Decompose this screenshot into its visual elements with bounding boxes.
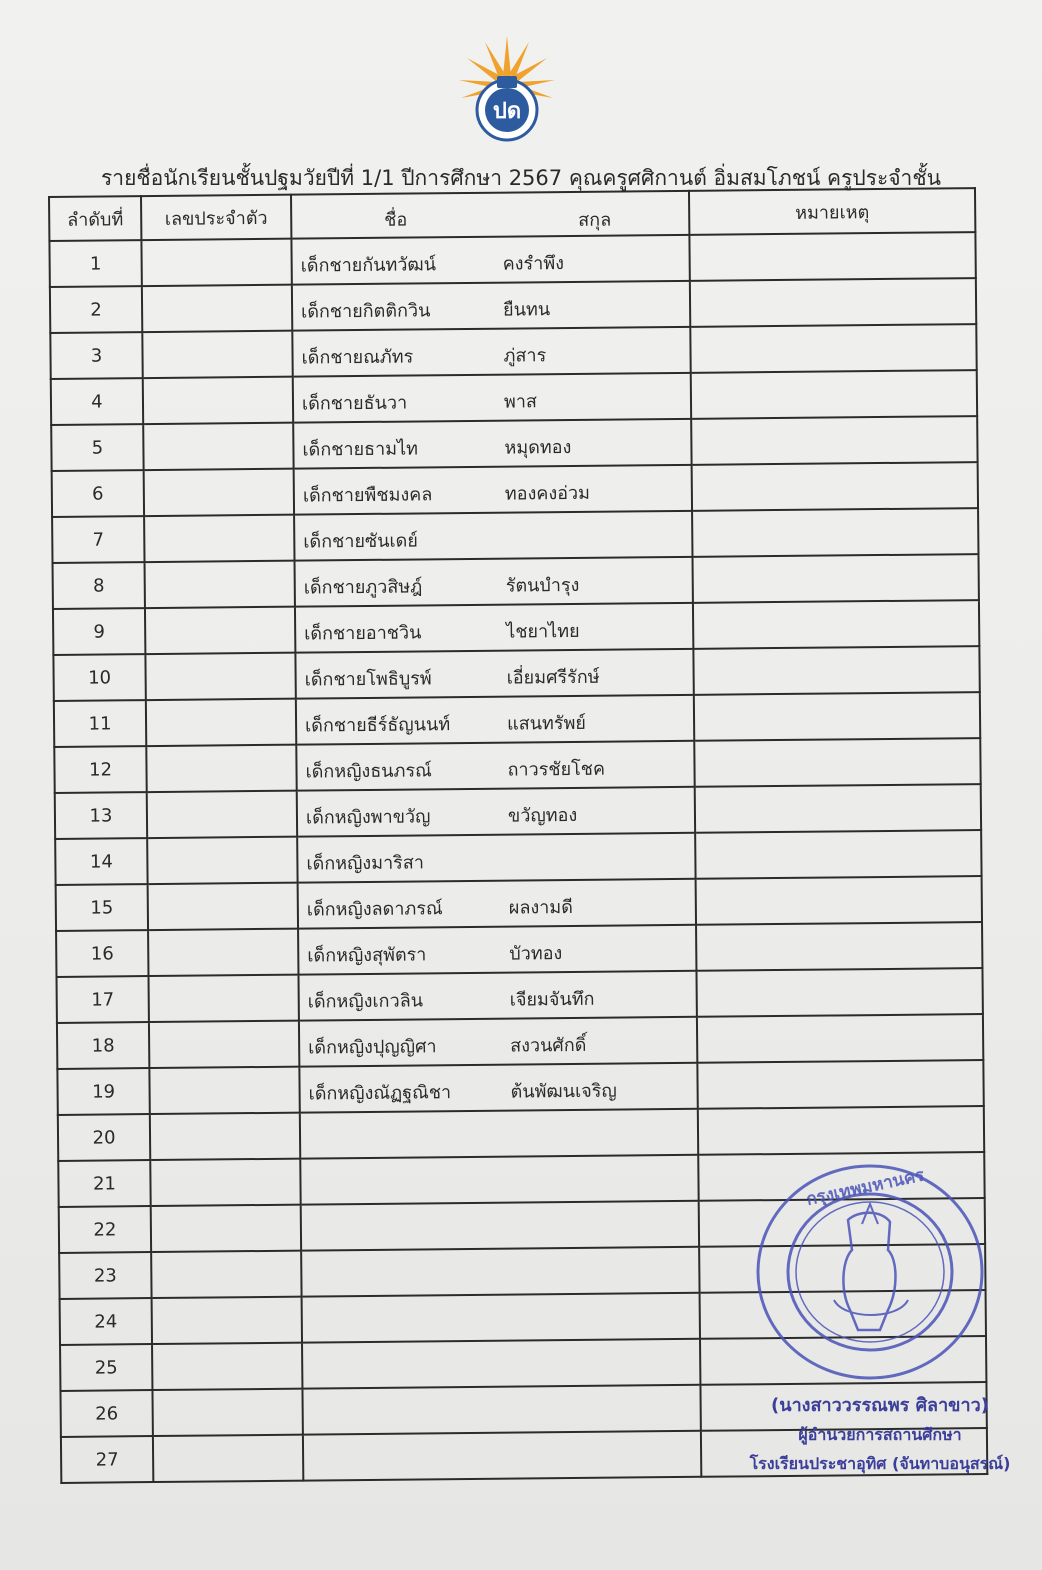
svg-text:ปด: ปด bbox=[492, 99, 522, 124]
official-seal-icon bbox=[748, 1160, 993, 1395]
student-id-cell bbox=[145, 561, 295, 608]
note-cell bbox=[697, 1014, 983, 1063]
school-emblem-icon bbox=[455, 28, 559, 146]
note-cell bbox=[694, 738, 980, 787]
student-id-cell bbox=[146, 745, 296, 792]
student-id-cell bbox=[148, 929, 298, 976]
row-number: 13 bbox=[55, 792, 147, 839]
row-number: 4 bbox=[51, 378, 143, 425]
student-last-name: ต้นพัฒนเจริญ bbox=[510, 1080, 617, 1103]
note-cell bbox=[697, 1060, 983, 1109]
row-number: 21 bbox=[58, 1160, 150, 1207]
student-name-cell bbox=[301, 1201, 699, 1251]
student-last-name: คงรำพึง bbox=[502, 253, 565, 275]
student-id-cell bbox=[153, 1435, 303, 1482]
student-last-name: สงวนศักดิ์ bbox=[510, 1034, 587, 1057]
student-id-cell bbox=[149, 1067, 299, 1114]
student-id-cell bbox=[143, 423, 293, 470]
student-id-cell bbox=[145, 607, 295, 654]
student-name-cell bbox=[297, 787, 695, 837]
student-id-cell bbox=[141, 239, 291, 286]
student-id-cell bbox=[143, 377, 293, 424]
header-note: หมายเหตุ bbox=[689, 188, 975, 235]
student-name-cell bbox=[295, 557, 693, 607]
student-last-name: ถาวรชัยโชค bbox=[507, 758, 606, 781]
student-name-cell bbox=[300, 1109, 698, 1159]
student-first-name: เด็กชายอาชวิน bbox=[304, 622, 422, 645]
student-name-cell bbox=[298, 879, 696, 929]
student-first-name: เด็กหญิงพาขวัญ bbox=[305, 806, 431, 829]
row-number: 9 bbox=[53, 608, 145, 655]
note-cell bbox=[698, 1106, 984, 1155]
student-last-name: ยืนทน bbox=[503, 299, 551, 321]
row-number: 18 bbox=[57, 1022, 149, 1069]
student-id-cell bbox=[152, 1343, 302, 1390]
student-first-name: เด็กชายธีร์ธัญนนท์ bbox=[304, 714, 451, 737]
signature-position: ผู้อำนวยการสถานศึกษา bbox=[798, 1425, 962, 1444]
student-last-name: บัวทอง bbox=[509, 943, 563, 965]
row-number: 7 bbox=[52, 516, 144, 563]
header-last-name: สกุล bbox=[578, 209, 612, 231]
note-cell bbox=[689, 232, 975, 281]
row-number: 27 bbox=[61, 1436, 153, 1483]
row-number: 22 bbox=[59, 1206, 151, 1253]
note-cell bbox=[692, 462, 978, 511]
note-cell bbox=[690, 324, 976, 373]
student-last-name: เจียมจันทึก bbox=[509, 988, 595, 1011]
student-name-cell bbox=[302, 1293, 700, 1343]
student-name-cell bbox=[298, 971, 696, 1021]
row-number: 3 bbox=[50, 332, 142, 379]
student-name-cell bbox=[292, 327, 690, 377]
student-name-cell bbox=[295, 649, 693, 699]
header-first-name: ชื่อ bbox=[384, 209, 408, 231]
student-name-cell bbox=[294, 465, 692, 515]
student-id-cell bbox=[146, 699, 296, 746]
student-first-name: เด็กชายพืชมงคล bbox=[302, 484, 433, 507]
row-number: 23 bbox=[59, 1252, 151, 1299]
student-first-name: เด็กหญิงธนภรณ์ bbox=[305, 760, 432, 783]
student-name-cell bbox=[298, 925, 696, 975]
student-first-name: เด็กหญิงลดาภรณ์ bbox=[306, 898, 443, 921]
student-id-cell bbox=[152, 1297, 302, 1344]
row-number: 19 bbox=[57, 1068, 149, 1115]
note-cell bbox=[696, 922, 982, 971]
student-name-cell bbox=[293, 373, 691, 423]
student-name-cell bbox=[294, 511, 692, 561]
signature-block bbox=[720, 1390, 1040, 1477]
student-first-name: เด็กชายธันวา bbox=[301, 392, 408, 415]
student-id-cell bbox=[151, 1251, 301, 1298]
note-cell bbox=[696, 968, 982, 1017]
note-cell bbox=[691, 416, 977, 465]
note-cell bbox=[692, 508, 978, 557]
student-id-cell bbox=[144, 515, 294, 562]
signature-school: โรงเรียนประชาอุทิศ (จันทาบอนุสรณ์) bbox=[749, 1454, 1011, 1473]
student-last-name: รัตนบำรุง bbox=[505, 574, 580, 597]
row-number: 12 bbox=[54, 746, 146, 793]
student-id-cell bbox=[144, 469, 294, 516]
row-number: 10 bbox=[53, 654, 145, 701]
student-first-name: เด็กชายณภัทร bbox=[301, 346, 414, 369]
student-first-name: เด็กชายกันทวัฒน์ bbox=[300, 254, 437, 277]
student-id-cell bbox=[147, 791, 297, 838]
row-number: 20 bbox=[58, 1114, 150, 1161]
student-id-cell bbox=[147, 837, 297, 884]
student-last-name: แสนทรัพย์ bbox=[506, 712, 587, 735]
student-first-name: เด็กชายกิตติกวิน bbox=[301, 300, 431, 323]
note-cell bbox=[693, 600, 979, 649]
row-number: 5 bbox=[51, 424, 143, 471]
student-name-cell bbox=[296, 695, 694, 745]
student-first-name: เด็กชายซันเดย์ bbox=[303, 530, 418, 553]
student-id-cell bbox=[145, 653, 295, 700]
header-name bbox=[291, 191, 689, 239]
student-name-cell bbox=[299, 1063, 697, 1113]
student-id-cell bbox=[150, 1113, 300, 1160]
row-number: 25 bbox=[60, 1344, 152, 1391]
student-last-name: ผลงามดี bbox=[508, 896, 573, 919]
row-number: 26 bbox=[60, 1390, 152, 1437]
student-first-name: เด็กชายธามไท bbox=[302, 438, 419, 461]
student-name-cell bbox=[302, 1339, 700, 1389]
student-first-name: เด็กชายโพธิบูรพ์ bbox=[304, 668, 432, 691]
row-number: 8 bbox=[53, 562, 145, 609]
student-name-cell bbox=[301, 1247, 699, 1297]
student-last-name: ขวัญทอง bbox=[507, 804, 578, 827]
note-cell bbox=[695, 830, 981, 879]
student-id-cell bbox=[151, 1205, 301, 1252]
signature-name: (นางสาววรรณพร ศิลาขาว) bbox=[771, 1395, 989, 1416]
row-number: 11 bbox=[54, 700, 146, 747]
student-name-cell bbox=[303, 1431, 701, 1481]
student-name-cell bbox=[295, 603, 693, 653]
student-first-name: เด็กหญิงณัฏฐณิชา bbox=[308, 1082, 452, 1105]
student-id-cell bbox=[148, 883, 298, 930]
student-id-cell bbox=[142, 331, 292, 378]
row-number: 2 bbox=[50, 286, 142, 333]
row-number: 15 bbox=[56, 884, 148, 931]
student-last-name: ภู่สาร bbox=[503, 345, 547, 367]
student-first-name: เด็กหญิงมาริสา bbox=[306, 852, 424, 875]
student-id-cell bbox=[152, 1389, 302, 1436]
student-name-cell bbox=[300, 1155, 698, 1205]
note-cell bbox=[695, 784, 981, 833]
student-id-cell bbox=[150, 1159, 300, 1206]
student-last-name: ทองคงอ่วม bbox=[504, 482, 591, 505]
student-name-cell bbox=[299, 1017, 697, 1067]
student-last-name: พาส bbox=[503, 391, 538, 413]
note-cell bbox=[692, 554, 978, 603]
student-id-cell bbox=[142, 285, 292, 332]
note-cell bbox=[691, 370, 977, 419]
student-first-name: เด็กชายภูวสิษฎ์ bbox=[303, 576, 423, 599]
row-number: 17 bbox=[56, 976, 148, 1023]
row-number: 1 bbox=[49, 240, 141, 287]
note-cell bbox=[696, 876, 982, 925]
student-first-name: เด็กหญิงสุพัตรา bbox=[307, 944, 427, 967]
row-number: 14 bbox=[55, 838, 147, 885]
student-id-cell bbox=[148, 975, 298, 1022]
student-name-cell bbox=[292, 281, 690, 331]
student-last-name: เอี่ยมศรีรักษ์ bbox=[506, 666, 600, 689]
note-cell bbox=[693, 646, 979, 695]
page-title: รายชื่อนักเรียนชั้นปฐมวัยปีที่ 1/1 ปีการศึกษา 2567 คุณครูศศิกานต์ อิ่มสมโภชน์ ครูประจำชั้น bbox=[101, 166, 941, 190]
student-name-cell bbox=[297, 833, 695, 883]
student-name-cell bbox=[293, 419, 691, 469]
student-last-name: ไชยาไทย bbox=[506, 620, 580, 643]
seal-top-text: กรุงเทพมหานคร bbox=[804, 1165, 927, 1210]
note-cell bbox=[694, 692, 980, 741]
header-no: ลำดับที่ bbox=[49, 196, 141, 241]
student-first-name: เด็กหญิงปุญญิศา bbox=[308, 1036, 437, 1059]
row-number: 6 bbox=[52, 470, 144, 517]
student-name-cell bbox=[296, 741, 694, 791]
student-id-cell bbox=[149, 1021, 299, 1068]
student-name-cell bbox=[302, 1385, 700, 1435]
student-name-cell bbox=[291, 235, 689, 285]
student-first-name: เด็กหญิงเกวลิน bbox=[307, 990, 424, 1013]
header-id: เลขประจำตัว bbox=[141, 195, 291, 240]
note-cell bbox=[690, 278, 976, 327]
row-number: 24 bbox=[60, 1298, 152, 1345]
row-number: 16 bbox=[56, 930, 148, 977]
student-last-name: หมุดทอง bbox=[504, 436, 572, 459]
